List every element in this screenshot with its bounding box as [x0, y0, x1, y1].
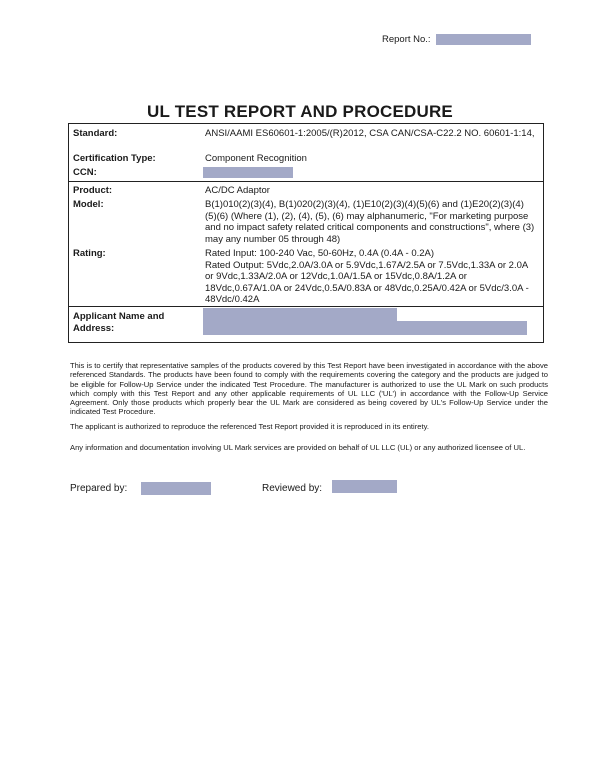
ccn-redacted	[203, 167, 293, 178]
prepared-by-redacted	[141, 482, 211, 495]
reproduction-statement: The applicant is authorized to reproduce the referenced Test Report provided it is reproduced in its entirety.	[70, 422, 429, 431]
standard-label: Standard:	[73, 128, 118, 139]
certification-statement: This is to certify that representative samples of the products covered by this Test Report have been investigated in accordance with the above referenced Standards. The products have been found to comply with the requirements covering the category and the products are judged to be eligible for Follow-Up Service under the indicated Test Procedure. The manufacturer is authorized to use the UL Mark on such products which comply with this Test Report and any other applicable requirements of UL LLC ('UL') in accordance with the Follow-Up Service Agreement. Only those products which properly bear the UL Mark are considered as being covered by UL's Follow-Up Service under the indicated Test Procedure.	[70, 361, 548, 417]
rating-output-value: Rated Output: 5Vdc,2.0A/3.0A or 5.9Vdc,1.67A/2.5A or 7.5Vdc,1.33A or 2.0A or 9Vdc,1.33A/2.0A or 12Vdc,1.0A/1.5A or 15Vdc,0.8A/1.2A or 18Vdc,0.67A/1.0A or 24Vdc,0.5A/0.83A or 48Vdc,0.25A/0.42A or 5Vdc/3.0A - 48Vdc/0.42A	[205, 259, 529, 305]
report-info-table	[68, 123, 544, 343]
model-value: B(1)010(2)(3)(4), B(1)020(2)(3)(4), (1)E10(2)(3)(4)(5)(6) and (1)E20(2)(3)(4)(5)(6) (Where (1), (2), (4), (5), (6) may alphanumeric, "For marketing purpose and no impact safety related critical components and constructions", where (3) may any number 05 through 48)	[205, 199, 535, 245]
section-divider	[69, 306, 543, 307]
certification-type-value: Component Recognition	[205, 153, 307, 164]
report-no-redacted	[436, 34, 531, 45]
prepared-by-label: Prepared by:	[70, 483, 128, 494]
applicant-address-redacted	[203, 321, 527, 335]
report-no-label: Report No.:	[382, 34, 431, 45]
reviewed-by-label: Reviewed by:	[262, 483, 323, 494]
model-label: Model:	[73, 199, 104, 210]
ul-services-statement: Any information and documentation involving UL Mark services are provided on behalf of UL LLC (UL) or any authorized licensee of UL.	[70, 443, 526, 452]
product-label: Product:	[73, 185, 113, 196]
product-value: AC/DC Adaptor	[205, 185, 270, 196]
applicant-name-redacted	[203, 308, 397, 321]
applicant-label: Applicant Name and Address:	[73, 311, 165, 334]
reviewed-by-redacted	[332, 480, 397, 493]
ccn-label: CCN:	[73, 167, 97, 178]
certification-type-label: Certification Type:	[73, 153, 156, 164]
page-title: UL TEST REPORT AND PROCEDURE	[147, 102, 453, 121]
rating-input-value: Rated Input: 100-240 Vac, 50-60Hz, 0.4A (0.4A - 0.2A)	[205, 248, 435, 259]
standard-value: ANSI/AAMI ES60601-1:2005/(R)2012, CSA CAN/CSA-C22.2 NO. 60601-1:14,	[205, 128, 535, 139]
section-divider	[69, 181, 543, 182]
rating-label: Rating:	[73, 248, 106, 259]
